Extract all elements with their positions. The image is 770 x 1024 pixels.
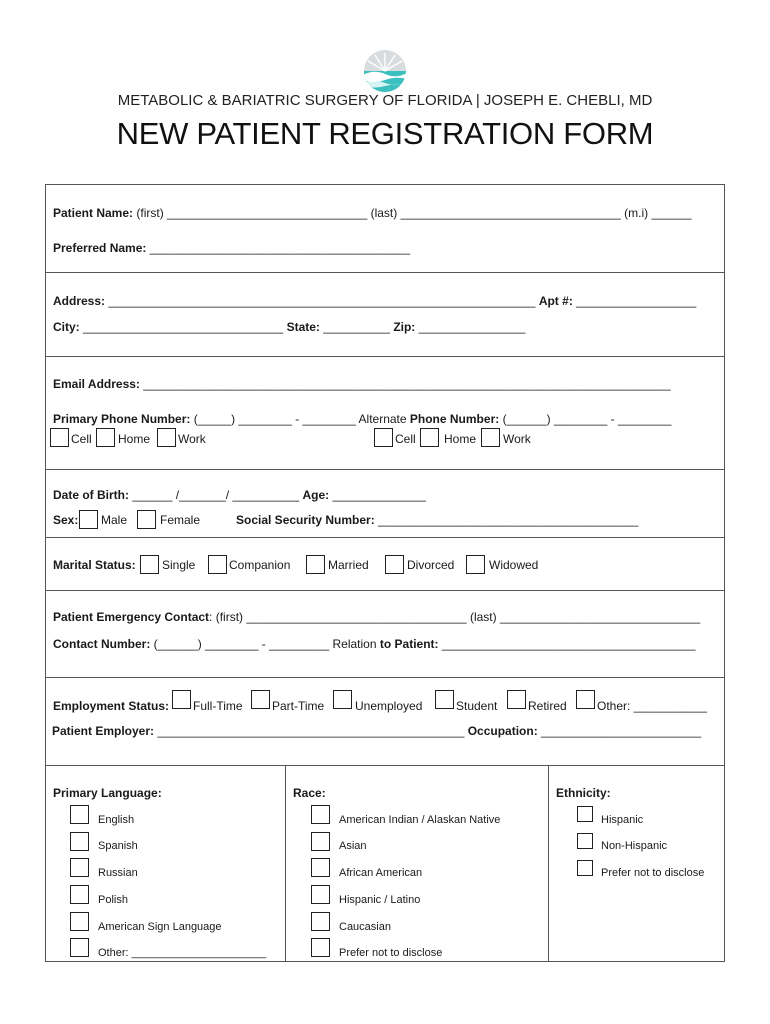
marital-divorced-label: Divorced — [407, 558, 455, 572]
patient-name-label: Patient Name: — [53, 206, 134, 220]
sex-female-label: Female — [160, 513, 201, 527]
section-divider — [45, 356, 725, 357]
phone-work-label: Work — [178, 432, 206, 446]
primary-phone-label: Primary Phone Number: — [53, 412, 191, 426]
preferred-name-label: Preferred Name: — [53, 241, 147, 255]
relation-line[interactable]: ______________________________________ — [438, 637, 696, 651]
ssn-label: Social Security Number: — [236, 513, 375, 527]
language-russian-label: Russian — [98, 867, 138, 879]
alt-phone-home-checkbox[interactable] — [420, 428, 439, 447]
dob-label: Date of Birth: — [53, 488, 129, 502]
apt-line[interactable]: __________________ — [572, 294, 697, 308]
employment-parttime-label: Part-Time — [272, 699, 325, 713]
relation-label: to Patient: — [379, 637, 439, 651]
phone-work-checkbox[interactable] — [157, 428, 176, 447]
ethnicity-prefer-not-checkbox[interactable] — [577, 860, 593, 876]
phone-home-label: Home — [118, 432, 151, 446]
language-asl-label: American Sign Language — [98, 921, 222, 933]
language-spanish-checkbox[interactable] — [70, 832, 89, 851]
column-divider — [548, 765, 549, 961]
race-native-label: American Indian / Alaskan Native — [339, 814, 501, 826]
employment-fulltime-checkbox[interactable] — [172, 690, 191, 709]
city-state-zip-field[interactable] — [53, 320, 525, 334]
marital-married-checkbox[interactable] — [306, 555, 325, 574]
race-african-american-label: African American — [339, 867, 423, 879]
ethnicity-hispanic-label: Hispanic — [601, 814, 644, 826]
age-label: Age: — [302, 488, 330, 502]
race-caucasian-checkbox[interactable] — [311, 912, 330, 931]
alt-phone-label: Phone Number: — [409, 412, 500, 426]
alt-phone-home-label: Home — [444, 432, 477, 446]
race-native-checkbox[interactable] — [311, 805, 330, 824]
phone-cell-label: Cell — [71, 432, 92, 446]
primary-language-label: Primary Language: — [53, 786, 162, 800]
dob-line[interactable]: ______ /_______/ __________ — [129, 488, 303, 502]
alt-phone-work-label: Work — [503, 432, 531, 446]
language-russian-checkbox[interactable] — [70, 858, 89, 877]
language-spanish-label: Spanish — [98, 840, 138, 852]
marital-widowed-checkbox[interactable] — [466, 555, 485, 574]
marital-divorced-checkbox[interactable] — [385, 555, 404, 574]
employment-other-checkbox[interactable] — [576, 690, 595, 709]
race-label: Race: — [293, 786, 326, 800]
employment-other-label[interactable]: Other: ___________ — [597, 699, 708, 713]
emergency-contact-field[interactable] — [53, 610, 700, 624]
sex-male-checkbox[interactable] — [79, 510, 98, 529]
race-prefer-not-checkbox[interactable] — [311, 938, 330, 957]
city-label: City: — [53, 320, 80, 334]
section-divider — [45, 537, 725, 538]
language-english-checkbox[interactable] — [70, 805, 89, 824]
patient-name-line[interactable]: (first) ______________________________ (last) _________________________________ (m.i) ______ — [133, 206, 692, 220]
ethnicity-non-hispanic-checkbox[interactable] — [577, 833, 593, 849]
marital-widowed-label: Widowed — [489, 558, 539, 572]
address-label: Address: — [53, 294, 106, 308]
ssn-line[interactable]: _______________________________________ — [374, 513, 639, 527]
contact-number-line[interactable]: (______) ________ - _________ Relation — [150, 637, 380, 651]
org-header: METABOLIC & BARIATRIC SURGERY OF FLORIDA | JOSEPH E. CHEBLI, MD — [117, 92, 653, 109]
zip-label: Zip: — [393, 320, 416, 334]
preferred-name-field[interactable] — [53, 241, 410, 255]
sex-female-checkbox[interactable] — [137, 510, 156, 529]
marital-companion-label: Companion — [229, 558, 291, 572]
marital-status-label: Marital Status: — [53, 558, 136, 572]
race-african-american-checkbox[interactable] — [311, 858, 330, 877]
race-caucasian-label: Caucasian — [339, 921, 391, 933]
race-hispanic-latino-checkbox[interactable] — [311, 885, 330, 904]
employment-status-label: Employment Status: — [53, 699, 170, 713]
primary-phone-line[interactable]: (_____) ________ - ________ Alternate — [190, 412, 410, 426]
ssn-field[interactable] — [236, 513, 638, 527]
ethnicity-prefer-not-label: Prefer not to disclose — [601, 867, 705, 879]
section-divider — [45, 590, 725, 591]
occupation-line[interactable]: ________________________ — [537, 724, 702, 738]
marital-single-label: Single — [162, 558, 196, 572]
apt-label: Apt #: — [538, 294, 573, 308]
ethnicity-non-hispanic-label: Non-Hispanic — [601, 840, 668, 852]
employment-unemployed-label: Unemployed — [355, 699, 423, 713]
alt-phone-line[interactable]: (______) ________ - ________ — [499, 412, 672, 426]
alt-phone-work-checkbox[interactable] — [481, 428, 500, 447]
phone-field[interactable] — [53, 412, 671, 426]
employment-retired-label: Retired — [528, 699, 567, 713]
employer-line[interactable]: ______________________________________________ — [154, 724, 468, 738]
column-divider — [285, 765, 286, 961]
emergency-contact-label: Patient Emergency Contact — [53, 610, 210, 624]
race-hispanic-latino-label: Hispanic / Latino — [339, 894, 421, 906]
section-divider — [45, 469, 725, 470]
state-label: State: — [286, 320, 320, 334]
city-line[interactable]: ______________________________ — [79, 320, 287, 334]
section-divider — [45, 765, 725, 766]
occupation-label: Occupation: — [467, 724, 538, 738]
employment-fulltime-label: Full-Time — [193, 699, 243, 713]
emergency-contact-line[interactable]: : (first) _________________________________ (last) ______________________________ — [209, 610, 701, 624]
employment-student-label: Student — [456, 699, 498, 713]
employment-student-checkbox[interactable] — [435, 690, 454, 709]
contact-number-label: Contact Number: — [53, 637, 151, 651]
phone-cell-checkbox[interactable] — [50, 428, 69, 447]
language-polish-label: Polish — [98, 894, 128, 906]
patient-name-field[interactable] — [53, 206, 692, 220]
age-line[interactable]: ______________ — [329, 488, 426, 502]
state-line[interactable]: __________ — [319, 320, 394, 334]
address-field[interactable] — [53, 294, 696, 308]
marital-single-checkbox[interactable] — [140, 555, 159, 574]
language-other-checkbox[interactable] — [70, 938, 89, 957]
race-asian-checkbox[interactable] — [311, 832, 330, 851]
marital-married-label: Married — [328, 558, 369, 572]
contact-number-field[interactable] — [53, 637, 696, 651]
employment-parttime-checkbox[interactable] — [251, 690, 270, 709]
email-field[interactable] — [53, 377, 671, 391]
phone-home-checkbox[interactable] — [96, 428, 115, 447]
section-divider — [45, 272, 725, 273]
sex-male-label: Male — [101, 513, 128, 527]
employer-occupation-field[interactable] — [52, 724, 701, 738]
zip-line[interactable]: ________________ — [415, 320, 526, 334]
race-prefer-not-label: Prefer not to disclose — [339, 947, 443, 959]
ethnicity-label: Ethnicity: — [556, 786, 611, 800]
language-asl-checkbox[interactable] — [70, 912, 89, 931]
alt-phone-cell-checkbox[interactable] — [374, 428, 393, 447]
race-asian-label: Asian — [339, 840, 367, 852]
address-line[interactable]: ________________________________________________________________ — [105, 294, 539, 308]
sex-label: Sex: — [53, 513, 79, 527]
preferred-name-line[interactable]: _______________________________________ — [146, 241, 410, 255]
email-line[interactable]: _______________________________________________________________________________ — [139, 377, 671, 391]
employment-unemployed-checkbox[interactable] — [333, 690, 352, 709]
marital-companion-checkbox[interactable] — [208, 555, 227, 574]
employer-label: Patient Employer: — [52, 724, 155, 738]
language-other-label[interactable]: Other: ______________________ — [98, 947, 267, 959]
language-english-label: English — [98, 814, 135, 826]
page-title: NEW PATIENT REGISTRATION FORM — [116, 116, 654, 151]
employment-retired-checkbox[interactable] — [507, 690, 526, 709]
dob-age-field[interactable] — [53, 488, 426, 502]
language-polish-checkbox[interactable] — [70, 885, 89, 904]
email-label: Email Address: — [53, 377, 140, 391]
section-divider — [45, 677, 725, 678]
alt-phone-cell-label: Cell — [395, 432, 416, 446]
practice-logo — [363, 49, 407, 93]
ethnicity-hispanic-checkbox[interactable] — [577, 806, 593, 822]
